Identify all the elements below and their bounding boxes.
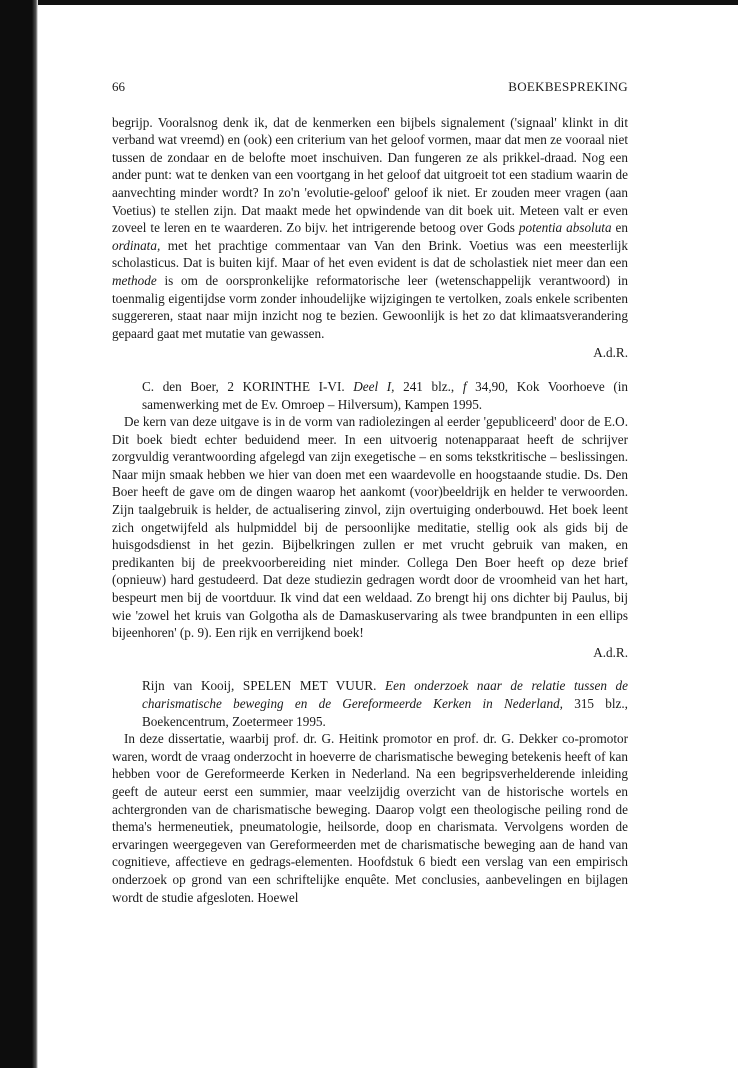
review-body-2-korinthe: De kern van deze uitgave is in de vorm van radiolezingen al eerder 'gepubliceerd' door de E.O. Dit boek biedt echter beduidend meer. In een uitvoerig notenapparaat heeft de schrijver zorgvuldig verantwoording afgelegd van zijn exegetische – en soms tekstkritische – beslissingen. Naar mijn smaak hebben we hier van doen met een waardevolle en hoogstaande studie. Ds. Den Boer heeft de gave om de dingen waarop het aankomt (voor)beeldrijk en helder te verwoorden. Zijn taalgebruik is helder, de actualisering zinvol, zijn overtuiging onderbouwd. Het boek leent zich ongetwijfeld als hulpmiddel bij de persoonlijke meditatie, stellig ook als gids bij de huisgodsdienst in het gezin. Bijbelkringen zullen er met vrucht gebruik van maken, en predikanten bij de preekvoorbereiding niet minder. Collega Den Boer heeft op deze brief (opnieuw) hard gestudeerd. Dat deze studiezin gedragen wordt door de vroomheid van het hart, bespeurt men bij de voortduur. Ik vind dat een weldaad. Zo brengt hij ons dichter bij Paulus, bij wie 'zowel het kruis van Golgotha als de Damaskuservaring als twee brandpunten in een ellips bijeenhoren' (p. 9). Een rijk en verrijkend boek!	[112, 414, 628, 641]
review-body-spelen-met-vuur: In deze dissertatie, waarbij prof. dr. G. Heitink promotor en prof. dr. G. Dekker co-promotor waren, wordt de vraag onderzocht in hoeverre de charismatische beweging betekenis heeft of kan hebben voor de Gereformeerde Kerken in Nederland. Na een begripsverhelderende inleiding geeft de auteur eerst een summier, maar veelzijdig overzicht van de historische wortels en achtergronden van de charismatische beweging. Daarop volgt een theologische peiling rond de thema's hermeneutiek, pneumatologie, heilsorde, doop en charismata. Vervolgens worden de ervaringen weergegeven van Gereformeerden met de charismatische beweging aan de hand van cognitieve, affectieve en gedrags-elementen. Hoofdstuk 6 biedt een verslag van een empirisch onderzoek op grond van een schriftelijke enquête. Met conclusies, aanbevelingen en bijlagen wordt de studie afgesloten. Hoewel	[112, 731, 628, 905]
page-header	[112, 78, 628, 96]
review2-heading-run: Deel I,	[353, 378, 395, 394]
scan-edge-left	[0, 0, 38, 1068]
review-heading-2-korinthe	[112, 378, 628, 413]
review3-heading-run: 315 blz., Boekencentrum, Zoetermeer 1995.	[142, 696, 628, 729]
review-signature: A.d.R.	[593, 345, 628, 361]
review-continued-paragraph	[112, 114, 628, 343]
running-title: BOEKBESPREKING	[508, 79, 628, 94]
review1-text-run: begrijp. Vooralsnog denk ik, dat de kenmerken een bijbels signalement ('signaal' klinkt in dit verband wat vreemd) en (ook) een criterium van het geloof vormen, maar dat men ze vooraal niet tussen de zondaar en de belofte moet inschuiven. Dan fungeren ze als prikkel-draad. Nog een ander punt: wat te denken van een voortgang in het geloof dat uitgroeit tot een stadium waarin de aanvechting minder wordt? In zo'n 'evolutie-geloof' geloof ik niet. Er zouden meer vragen (aan Voetius) te stellen zijn. Dat maakt mede het opwindende van dit boek uit. Meteen valt er even zoveel te leren en te waarderen. Zo bijv. het intrigerende betoog over Gods	[112, 114, 628, 236]
review1-text-run: ordinata,	[112, 237, 161, 253]
review1-text-run: potentia absoluta	[518, 220, 612, 236]
review3-heading-run: Rijn van Kooij, SPELEN MET VUUR.	[142, 678, 386, 694]
scan-edge-top	[0, 0, 738, 5]
review2-heading-run: 34,90, Kok Voorhoeve (in samenwerking met de Ev. Omroep – Hilversum), Kampen 1995.	[142, 378, 628, 412]
review-heading-spelen-met-vuur	[112, 677, 628, 730]
page-number: 66	[112, 79, 125, 94]
review1-text-run: met het prachtige commentaar van Van den Brink. Voetius was een meesterlijk scholasticus. Dat is buiten kijf. Maar of het even evident is dat de scholastiek niet meer dan een	[112, 237, 628, 271]
review1-text-run: methode	[112, 272, 157, 288]
review1-text-run: en	[611, 220, 628, 236]
review1-text-run: is om de oorspronkelijke reformatorische leer (wetenschappelijk verantwoord) in toenmalig eigentijdse vorm zonder inhoudelijke wijzigingen te vertolken, zoals enkele scribenten suggereren, staat naar mijn inzicht nog te bezien. Gewoonlijk is het zo dat klimaatsverandering gepaard gaat met mutatie van gewassen.	[112, 272, 628, 341]
review2-heading-run: C. den Boer, 2 KORINTHE I-VI.	[142, 378, 354, 394]
review-signature: A.d.R.	[593, 644, 628, 660]
review2-heading-run: 241 blz.,	[394, 378, 463, 394]
review2-heading-run: f	[462, 378, 467, 394]
book-page	[112, 78, 628, 906]
review3-heading-run: Een onderzoek naar de relatie tussen de charismatische beweging en de Gereformeerde Kerken in Nederland,	[142, 678, 628, 711]
